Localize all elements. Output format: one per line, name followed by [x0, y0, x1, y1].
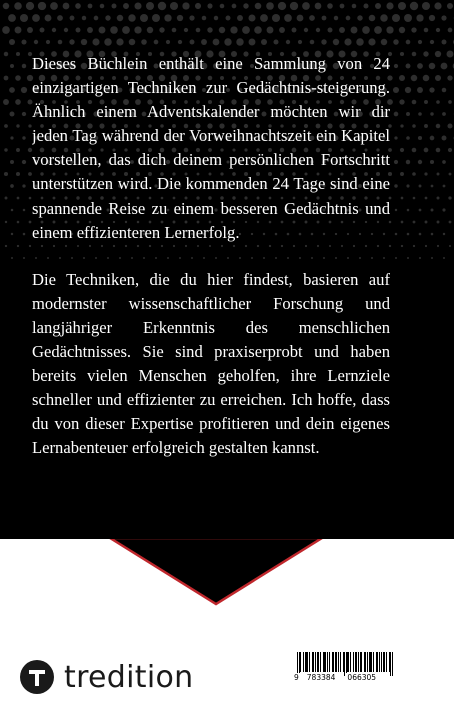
publisher-logo: [20, 658, 193, 696]
publisher-name: tredition: [64, 659, 194, 695]
isbn-group-1: 783384: [306, 673, 336, 682]
blurb-paragraph-2: Die Techniken, die du hier findest, basieren auf modernster wissenschaftlicher Forschung und langjähriger Erkenntnis des menschlichen Gedächtnisses. Sie sind praxiserprobt und haben bereits vielen Menschen geholfen, ihre Lernziele schneller und effizienter zu erreichen. Ich hoffe, dass du von dieser Expertise profitieren und dein eigenes Lernabenteuer erfolgreich gestalten kannst.: [32, 269, 390, 458]
blurb-paragraph-1: Dieses Büchlein enthält eine Sammlung von 24 einzigartigen Techniken zur Gedächtnis-steigerung. Ähnlich einem Adventskalender möchten wir dir jeden Tag während der Vorweihnachtszeit ein Kapitel vorstellen, das dich deinem persönlichen Fortschritt unterstützen wird. Die kommenden 24 Tage sind eine spannende Reise zu einem besseren Gedächtnis und einem effizienteren Lernerfolg.: [32, 54, 390, 242]
tredition-logo-icon: [20, 660, 54, 694]
blurb-text: [32, 52, 390, 496]
isbn-number: [293, 673, 395, 683]
red-chevron-decoration: [0, 536, 454, 608]
isbn-prefix: 9: [294, 673, 299, 682]
isbn-group-2: 066305: [347, 673, 377, 682]
